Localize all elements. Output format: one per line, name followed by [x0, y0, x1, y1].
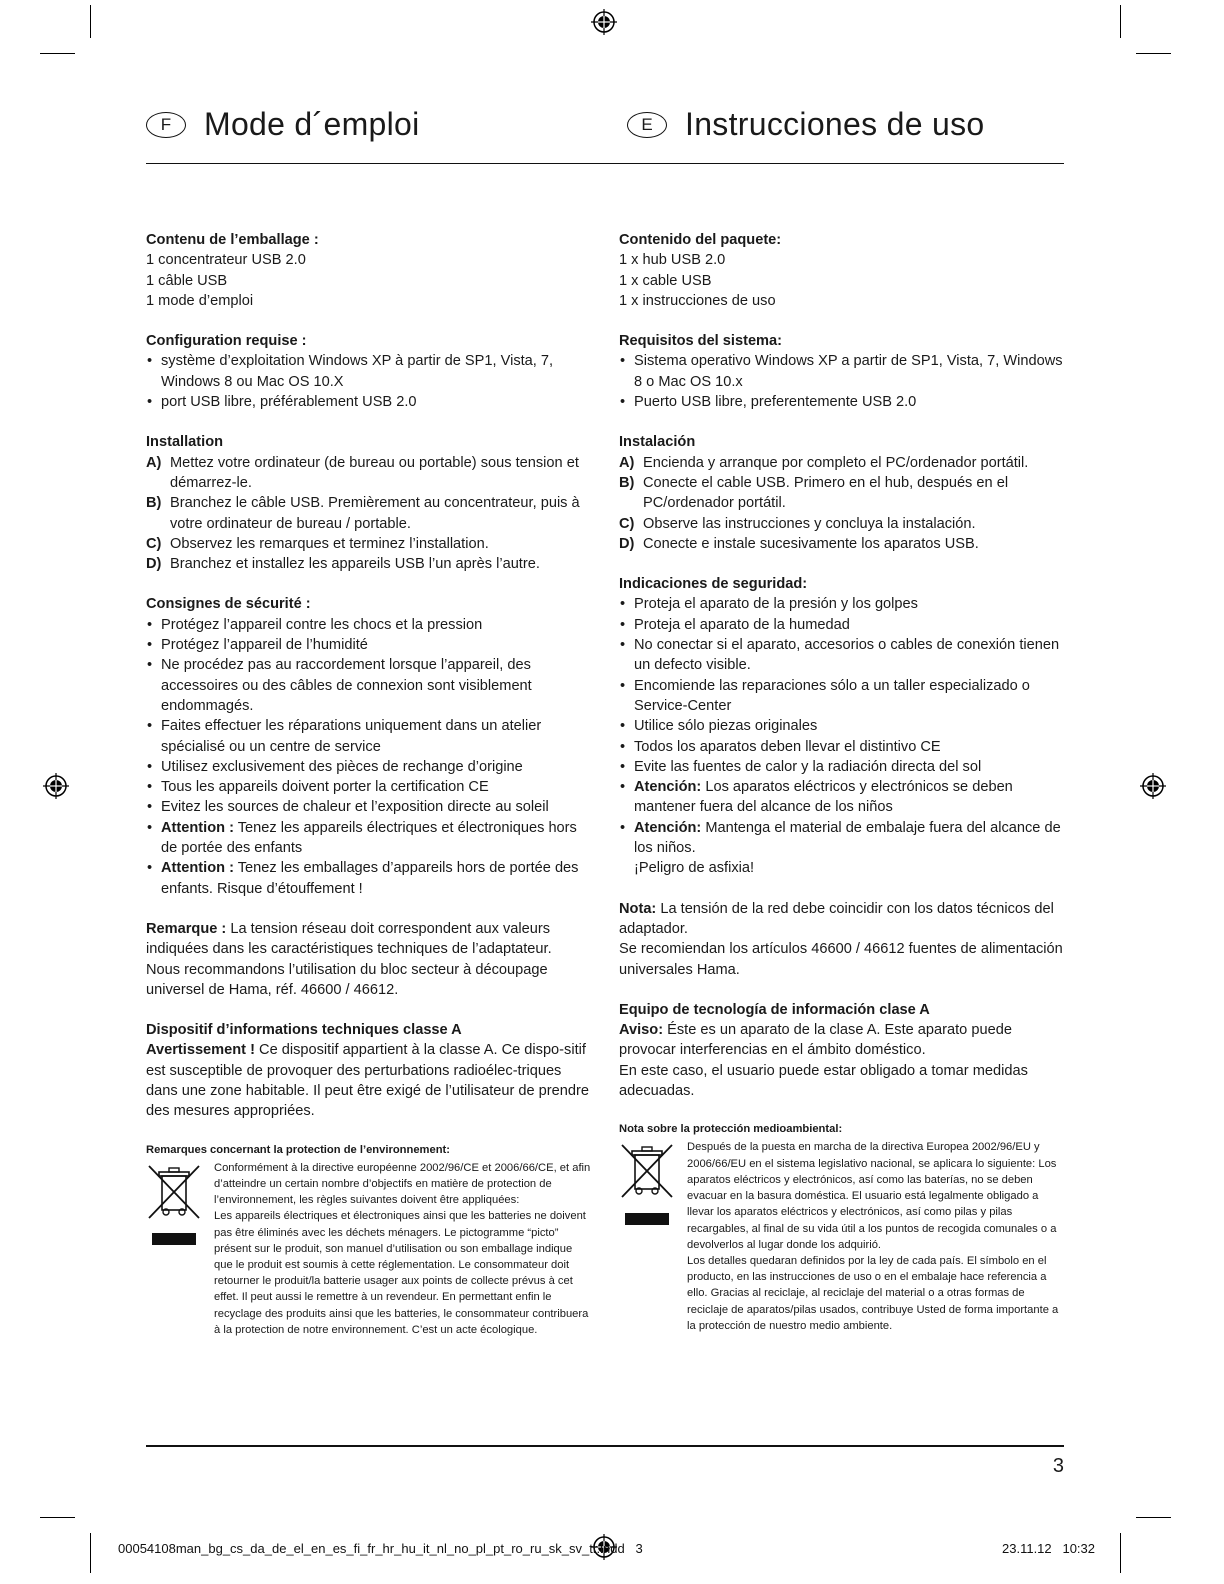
environment-text — [214, 1160, 592, 1338]
list-item: • Sistema operativo Windows XP a partir de SP1, Vista, 7, Windows 8 o Mac OS 10.x — [619, 351, 1065, 392]
env-paragraph: Les appareils électriques et électroniques ainsi que les batteries ne doivent pas être éliminés avec les déchets ménagers. Le pictogramme “picto” présent sur le produit, son manuel d’utilisation ou son emballage indique que le produit est soumis à cette réglementation. Le consommateur doit retourner le produit/la batterie usager aux points de collecte prévus à cet effet. Il peut aussi le remettre à un revendeur. En permettant enfin le recyclage des produits ainsi que les batteries, le consommateur contribuera à la protection de notre environnement. C’est un acte écologique. — [214, 1210, 589, 1336]
warning-text: Ce dispositif appartient à la classe A. Ce dispo-sitif est susceptible de provoquer des perturbations radioélec-triques dans une zone habitable. Il peut être exigé de l’utilisateur de prendre des mesures appropriées. — [146, 1042, 589, 1120]
list-item: • Protégez l’appareil de l’humidité — [146, 635, 592, 655]
list-item: • Encomiende las reparaciones sólo a un taller especializado o Service-Center — [619, 676, 1065, 717]
list-item: • Evitez les sources de chaleur et l’exposition directe au soleil — [146, 797, 592, 817]
attention-label: Attention : — [161, 819, 234, 836]
crop-mark — [1136, 1517, 1171, 1518]
column-es — [619, 230, 1065, 1334]
step-text: Conecte e instale sucesivamente los aparatos USB. — [643, 535, 979, 552]
list-item: • Ne procédez pas au raccordement lorsque l’appareil, des accessoires ou des câbles de connexion sont visiblement endommagés. — [146, 655, 592, 716]
page-title-es: Instrucciones de uso — [685, 106, 985, 142]
step-text: Conecte el cable USB. Primero en el hub, después en el PC/ordenador portátil. — [643, 474, 1009, 512]
step-letter: C) — [146, 535, 162, 552]
step-text: Observez les remarques et terminez l’installation. — [170, 535, 489, 552]
footer-rule — [146, 1445, 1064, 1447]
list-item — [146, 858, 592, 899]
requirements-section — [146, 331, 592, 412]
installation-section — [619, 432, 1065, 554]
class-a-section — [146, 1020, 592, 1121]
section-heading: Contenu de l’emballage : — [146, 232, 319, 248]
env-paragraph: Los detalles quedaran definidos por la ley de cada país. El símbolo en el producto, en las instrucciones de uso o en el embalaje hace referencia a ello. Gracias al reciclaje, al reciclaje del material o a otras formas de reciclaje de aparatos/pilas usados, contribuye Usted de forma importante a la protección de nuestro medio ambiente. — [687, 1254, 1059, 1332]
installation-section — [146, 432, 592, 574]
step-item — [619, 453, 1065, 473]
crop-mark — [90, 5, 91, 38]
list-item: • No conectar si el aparato, accesorios o cables de conexión tienen un defecto visible. — [619, 635, 1065, 676]
safety-section — [619, 574, 1065, 878]
section-heading: Configuration requise : — [146, 333, 307, 350]
list-item: • port USB libre, préférablement USB 2.0 — [146, 392, 592, 412]
language-badge-es: E — [627, 112, 667, 138]
step-letter: B) — [619, 474, 635, 491]
list-item: 1 x hub USB 2.0 — [619, 252, 726, 269]
attention-text: Los aparatos eléctricos y electrónicos se deben mantener fuera del alcance de los niños — [634, 779, 1013, 816]
step-item — [619, 534, 1065, 554]
environment-section — [619, 1121, 1065, 1334]
step-item — [619, 514, 1065, 534]
slug-datetime: 23.11.12 10:32 — [1002, 1541, 1096, 1556]
list-item — [146, 818, 592, 859]
section-heading: Consignes de sécurité : — [146, 596, 311, 613]
list-item: • Faites effectuer les réparations uniquement dans un atelier spécialisé ou un centre de service — [146, 716, 592, 757]
attention-label: Atención: — [634, 819, 702, 836]
section-heading: Contenido del paquete: — [619, 232, 782, 248]
section-heading: Indicaciones de seguridad: — [619, 576, 808, 593]
slug-filename: 00054108man_bg_cs_da_de_el_en_es_fi_fr_hr_hu_it_nl_no_pl_pt_ro_ru_sk_sv_tr.indd 3 — [118, 1541, 643, 1556]
environment-section — [146, 1142, 592, 1338]
list-item: 1 câble USB — [146, 272, 228, 289]
class-a-paragraph: En este caso, el usuario puede estar obligado a tomar medidas adecuadas. — [619, 1062, 1028, 1099]
step-letter: D) — [146, 556, 162, 573]
class-a-paragraph — [619, 1020, 1065, 1061]
warning-label: Aviso: — [619, 1022, 664, 1039]
list-item: • Tous les appareils doivent porter la certification CE — [146, 777, 592, 797]
step-item — [619, 473, 1065, 514]
note-label: Nota: — [619, 900, 657, 917]
attention-text: Tenez les emballages d’appareils hors de portée des enfants. Risque d’étouffement ! — [161, 860, 579, 897]
class-a-section — [619, 1000, 1065, 1101]
header-rule — [146, 163, 1064, 164]
list-item: 1 x cable USB — [619, 272, 712, 289]
step-letter: A) — [619, 454, 635, 471]
class-a-paragraph — [146, 1040, 592, 1121]
list-item: • Utilisez exclusivement des pièces de rechange d’origine — [146, 757, 592, 777]
contents-section — [146, 230, 592, 311]
step-item — [146, 554, 592, 574]
list-item — [619, 818, 1065, 879]
step-text: Branchez et installez les appareils USB l’un après l’autre. — [170, 556, 540, 573]
header-es — [627, 106, 985, 143]
crop-mark — [40, 53, 75, 54]
note-text: La tensión de la red debe coincidir con los datos técnicos del adaptador. — [619, 900, 1054, 937]
weee-bin-icon — [619, 1141, 679, 1333]
list-item: • Protégez l’appareil contre les chocs et la pression — [146, 615, 592, 635]
note-paragraph — [146, 919, 592, 960]
registration-mark-icon — [1138, 771, 1168, 801]
step-letter: C) — [619, 515, 635, 532]
page-title-fr: Mode d´emploi — [204, 106, 420, 142]
registration-mark-icon — [589, 7, 619, 37]
attention-label: Attention : — [161, 860, 234, 877]
env-paragraph: Conformément à la directive européenne 2002/96/CE et 2006/66/CE, et afin d’atteindre un certain nombre d’objectifs en matière de protection de l’environnement, les règles suivantes doivent être appliquées: — [214, 1161, 591, 1207]
crop-mark — [1120, 5, 1121, 38]
note-paragraph: Nous recommandons l’utilisation du bloc secteur à découpage universel de Hama, réf. 46600 / 46612. — [146, 961, 548, 998]
column-fr — [146, 230, 592, 1338]
warning-text: Éste es un aparato de la clase A. Este aparato puede provocar interferencias en el ámbito doméstico. — [619, 1022, 1012, 1059]
list-item: • Todos los aparatos deben llevar el distintivo CE — [619, 737, 1065, 757]
step-letter: A) — [146, 454, 162, 471]
list-item: • Proteja el aparato de la presión y los golpes — [619, 594, 1065, 614]
attention-label: Atención: — [634, 779, 702, 796]
env-paragraph: Después de la puesta en marcha de la directiva Europea 2002/96/EU y 2006/66/EU en el sistema legislativo nacional, se aplicara lo siguiente: Los aparatos eléctricos y electrónicos, así como las baterías, no se deben evacuar en la basura doméstica. El usuario está legalmente obligado a llevar los aparatos eléctricos y electrónicos, así como pilas y pilas recargables, al final de su vida útil a los puntos de recogida comunales o a devolverlos al lugar donde los adquirió. — [687, 1141, 1057, 1251]
page-number: 3 — [1052, 1455, 1064, 1477]
list-item: • Utilice sólo piezas originales — [619, 716, 1065, 736]
registration-mark-icon — [41, 771, 71, 801]
note-paragraph — [619, 899, 1065, 940]
step-text: Observe las instrucciones y concluya la instalación. — [643, 515, 976, 532]
step-letter: D) — [619, 535, 635, 552]
weee-bin-icon — [146, 1162, 206, 1338]
note-label: Remarque : — [146, 920, 227, 937]
step-letter: B) — [146, 495, 162, 512]
attention-text: Tenez les appareils électriques et électroniques hors de portée des enfants — [161, 819, 577, 857]
list-item: • Evite las fuentes de calor y la radiación directa del sol — [619, 757, 1065, 777]
crop-mark — [40, 1517, 75, 1518]
safety-section — [146, 594, 592, 898]
step-text: Branchez le câble USB. Premièrement au concentrateur, puis à votre ordinateur de bureau / portable. — [170, 495, 580, 532]
step-text: Encienda y arranque por completo el PC/ordenador portátil. — [643, 454, 1029, 471]
note-text: La tension réseau doit correspondent aux valeurs indiquées dans les caractéristiques techniques de l’adaptateur. — [146, 920, 552, 958]
warning-label: Avertissement ! — [146, 1042, 255, 1059]
requirements-section — [619, 331, 1065, 412]
list-item: • système d’exploitation Windows XP à partir de SP1, Vista, 7, Windows 8 ou Mac OS 10.X — [146, 351, 592, 392]
list-item — [619, 777, 1065, 818]
attention-text: Mantenga el material de embalaje fuera del alcance de los niños. — [634, 819, 1061, 857]
contents-section — [619, 230, 1065, 311]
crop-mark — [90, 1533, 91, 1573]
section-heading: Installation — [146, 434, 224, 451]
section-heading: Nota sobre la protección medioambiental: — [619, 1123, 843, 1136]
step-item — [146, 534, 592, 554]
section-heading: Requisitos del sistema: — [619, 333, 783, 350]
list-item: 1 mode d’emploi — [146, 292, 254, 309]
asphyxia-warning: ¡Peligro de asfixia! — [634, 860, 755, 877]
step-text: Mettez votre ordinateur (de bureau ou portable) sous tension et démarrez-le. — [170, 454, 579, 491]
list-item: • Puerto USB libre, preferentemente USB 2.0 — [619, 392, 1065, 412]
section-heading: Instalación — [619, 434, 696, 451]
step-item — [146, 453, 592, 494]
header-fr — [146, 106, 420, 143]
section-heading: Equipo de tecnología de información clase A — [619, 1001, 930, 1018]
step-item — [146, 493, 592, 534]
note-section — [619, 899, 1065, 980]
crop-mark — [1120, 1533, 1121, 1573]
environment-text — [687, 1139, 1065, 1333]
section-heading: Remarques concernant la protection de l’environnement: — [146, 1143, 450, 1156]
note-paragraph: Se recomiendan los artículos 46600 / 46612 fuentes de alimentación universales Hama. — [619, 941, 1063, 978]
list-item: • Proteja el aparato de la humedad — [619, 615, 1065, 635]
note-section — [146, 919, 592, 1000]
list-item: 1 x instrucciones de uso — [619, 292, 776, 309]
list-item: 1 concentrateur USB 2.0 — [146, 252, 306, 269]
language-badge-fr: F — [146, 112, 186, 138]
section-heading: Dispositif d’informations techniques classe A — [146, 1022, 462, 1039]
crop-mark — [1136, 53, 1171, 54]
